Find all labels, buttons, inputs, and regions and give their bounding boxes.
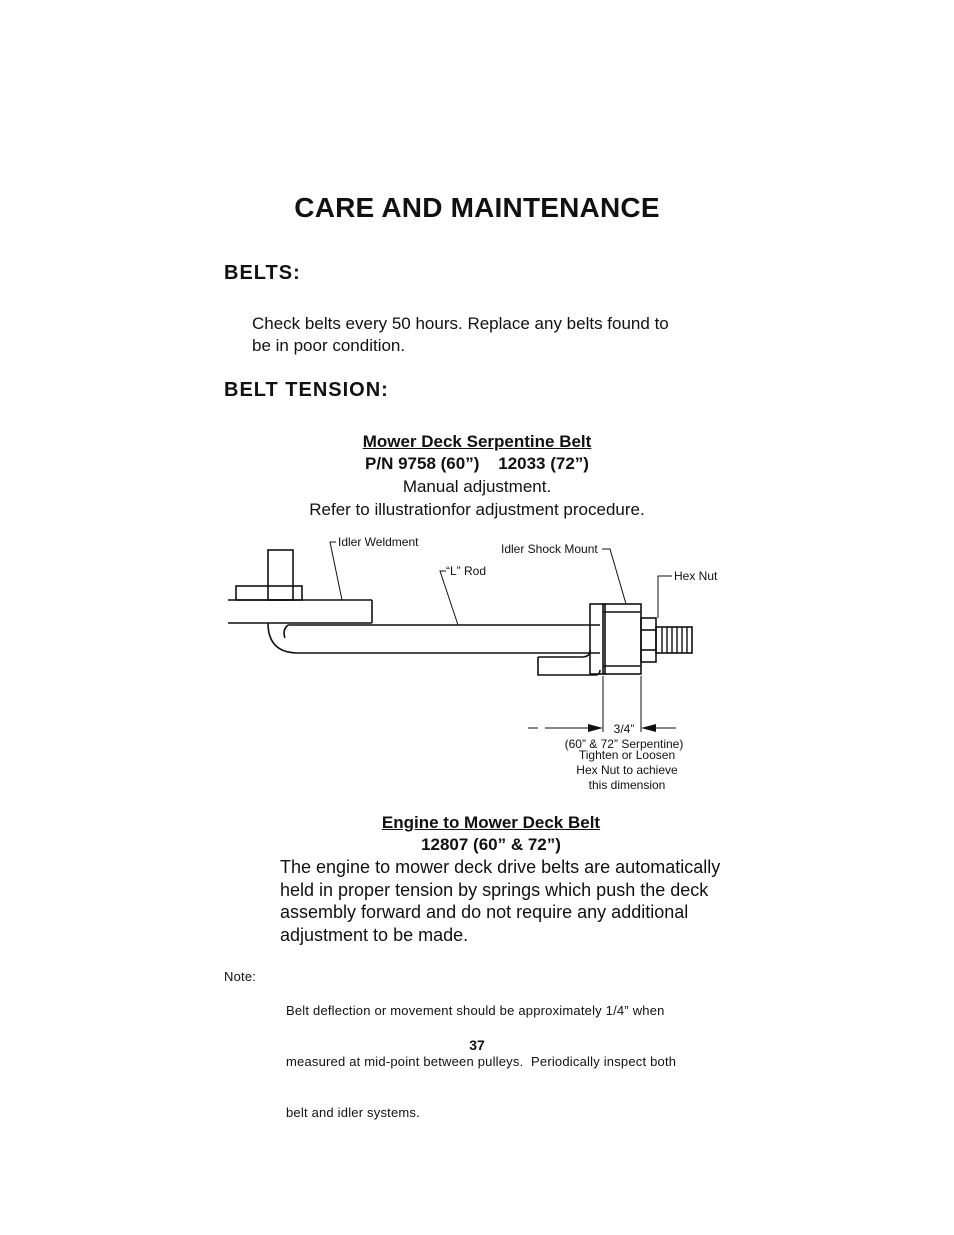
- serpentine-line: Refer to illustrationfor adjustment procedure.: [309, 500, 645, 519]
- belts-heading: BELTS:: [224, 262, 301, 284]
- hex-nut-shape: [641, 618, 656, 662]
- note-line: belt and idler systems.: [286, 1105, 420, 1120]
- engine-belt-text: [280, 856, 720, 946]
- note-line: Belt deflection or movement should be approximately 1/4” when: [286, 1003, 665, 1018]
- leader-idler-weldment: [330, 542, 342, 600]
- note-text: [286, 968, 676, 1138]
- engine-belt-line: assembly forward and do not require any additional: [280, 902, 689, 922]
- page-title: CARE AND MAINTENANCE: [294, 192, 660, 223]
- serpentine-belt-title: Mower Deck Serpentine Belt: [362, 432, 592, 451]
- engine-belt-line: The engine to mower deck drive belts are automatically: [280, 857, 721, 877]
- engine-belt-title: Engine to Mower Deck Belt: [381, 813, 601, 832]
- note-line: measured at mid-point between pulleys. Periodically inspect both: [286, 1054, 677, 1069]
- instruction-line: Hex Nut to achieve: [576, 763, 678, 777]
- shock-mount-body: [603, 604, 641, 674]
- label-l-rod: “L” Rod: [446, 564, 487, 578]
- dimension-arrow-left: [588, 724, 603, 732]
- belts-text-line: Check belts every 50 hours. Replace any belts found to: [252, 314, 669, 333]
- engine-belt-line: held in proper tension by springs which push the deck: [280, 879, 709, 900]
- dimension-value: 3/4”: [613, 722, 635, 736]
- page-number: 37: [469, 1037, 485, 1053]
- belt-tension-heading: BELT TENSION:: [224, 379, 389, 401]
- label-hex-nut: Hex Nut: [674, 569, 718, 583]
- serpentine-line: Manual adjustment.: [402, 477, 552, 496]
- leader-l-rod: [440, 571, 458, 625]
- label-idler-weldment: Idler Weldment: [338, 535, 419, 549]
- serpentine-part-numbers: P/N 9758 (60”) 12033 (72”): [365, 454, 589, 473]
- label-idler-shock-mount: Idler Shock Mount: [501, 542, 598, 556]
- instruction-line: this dimension: [588, 778, 666, 792]
- note-label: Note:: [224, 969, 257, 984]
- belts-text-line: be in poor condition.: [252, 336, 406, 355]
- instruction-line: Tighten or Loosen: [578, 748, 676, 762]
- engine-belt-line: adjustment to be made.: [280, 924, 469, 945]
- weldment-plate: [236, 586, 302, 600]
- belt-tension-diagram: [0, 530, 954, 800]
- serpentine-belt-section: [0, 431, 954, 521]
- weldment-post: [268, 550, 293, 600]
- leader-hex-nut: [658, 576, 672, 618]
- l-rod-bottom: [268, 623, 600, 653]
- leader-shock-mount: [602, 549, 626, 604]
- belts-text: [252, 313, 669, 357]
- dimension-arrow-right: [641, 724, 656, 732]
- engine-belt-part-numbers: 12807 (60” & 72”): [421, 835, 561, 854]
- dimension-note: (60” & 72” Serpentine): [564, 737, 684, 751]
- engine-belt-heading-block: [0, 812, 954, 856]
